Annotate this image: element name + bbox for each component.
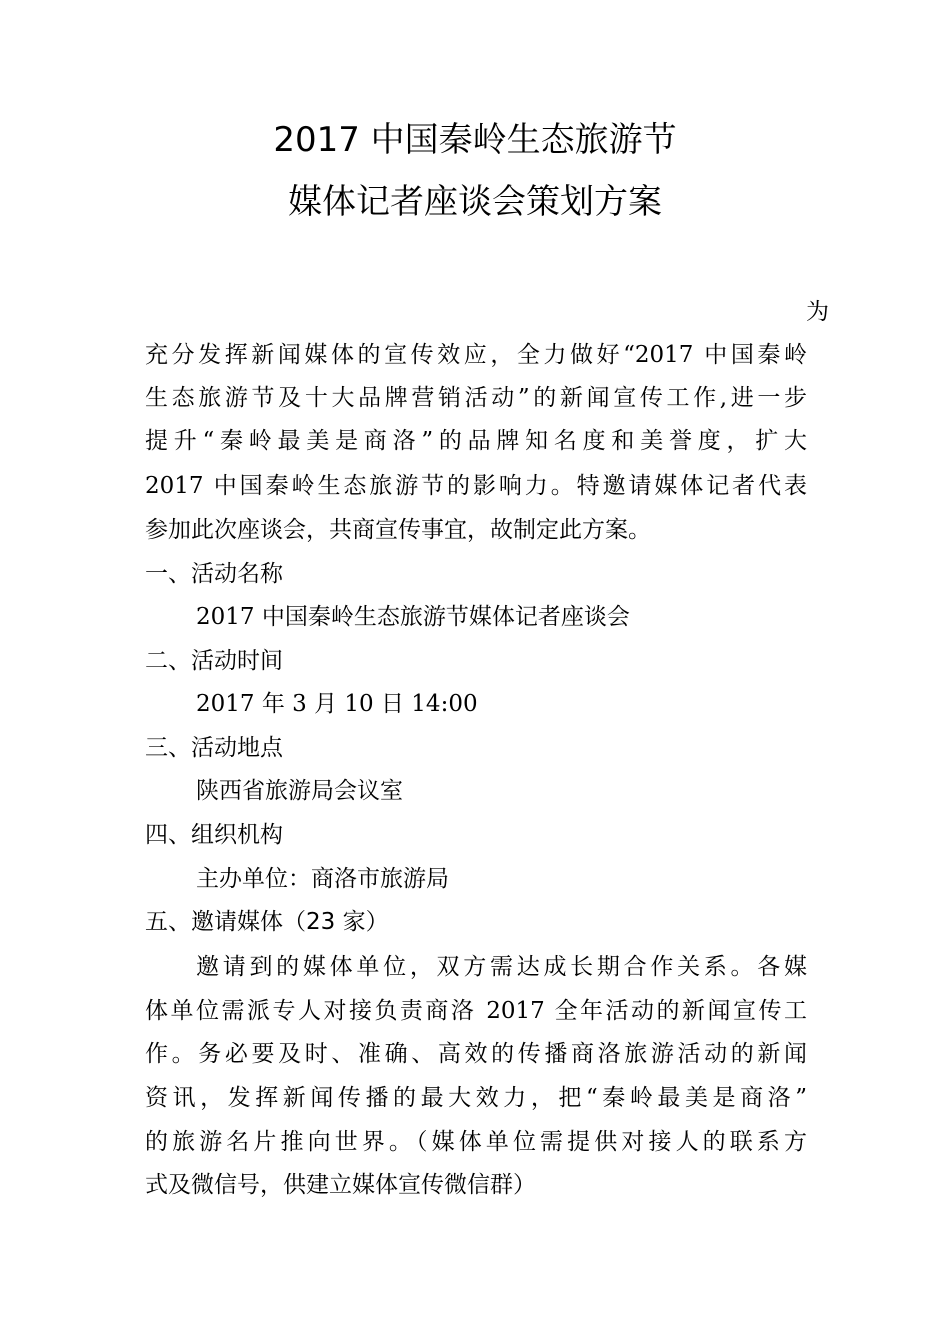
intro-paragraph-line: 2017 中国秦岭生态旅游节的影响力。特邀请媒体记者代表 [145, 473, 807, 499]
section-heading-invited-media: 五、邀请媒体（23 家） [145, 909, 389, 935]
section-heading-activity-name: 一、活动名称 [145, 561, 283, 587]
media-paragraph-line: 作。务必要及时、准确、高效的传播商洛旅游活动的新闻 [145, 1041, 807, 1067]
media-paragraph-line: 邀请到的媒体单位，双方需达成长期合作关系。各媒 [196, 954, 807, 980]
media-paragraph-line: 资讯，发挥新闻传播的最大效力，把“秦岭最美是商洛” [145, 1085, 807, 1111]
intro-first-character: 为 [806, 299, 829, 325]
intro-paragraph-line: 参加此次座谈会，共商宣传事宜，故制定此方案。 [145, 517, 651, 543]
section-heading-organization: 四、组织机构 [145, 822, 283, 848]
intro-paragraph-line: 生态旅游节及十大品牌营销活动”的新闻宣传工作,进一步 [145, 385, 807, 411]
document-title-line-1: 2017 中国秦岭生态旅游节 [273, 120, 677, 160]
intro-paragraph-line: 提升“秦岭最美是商洛”的品牌知名度和美誉度，扩大 [145, 428, 807, 454]
section-heading-activity-time: 二、活动时间 [145, 648, 283, 674]
section-heading-activity-location: 三、活动地点 [145, 735, 283, 761]
media-paragraph-line: 的旅游名片推向世界。（媒体单位需提供对接人的联系方 [145, 1129, 807, 1155]
media-paragraph-line: 体单位需派专人对接负责商洛 2017 全年活动的新闻宣传工 [145, 998, 807, 1024]
media-paragraph-line: 式及微信号，供建立媒体宣传微信群） [145, 1172, 536, 1198]
section-content-organization: 主办单位：商洛市旅游局 [196, 866, 449, 892]
intro-paragraph-line: 充分发挥新闻媒体的宣传效应，全力做好“2017 中国秦岭 [145, 342, 807, 368]
section-content-activity-time: 2017 年 3 月 10 日 14:00 [196, 691, 478, 717]
document-title-line-2: 媒体记者座谈会策划方案 [288, 182, 662, 222]
section-content-activity-name: 2017 中国秦岭生态旅游节媒体记者座谈会 [196, 604, 630, 630]
section-content-activity-location: 陕西省旅游局会议室 [196, 778, 403, 804]
